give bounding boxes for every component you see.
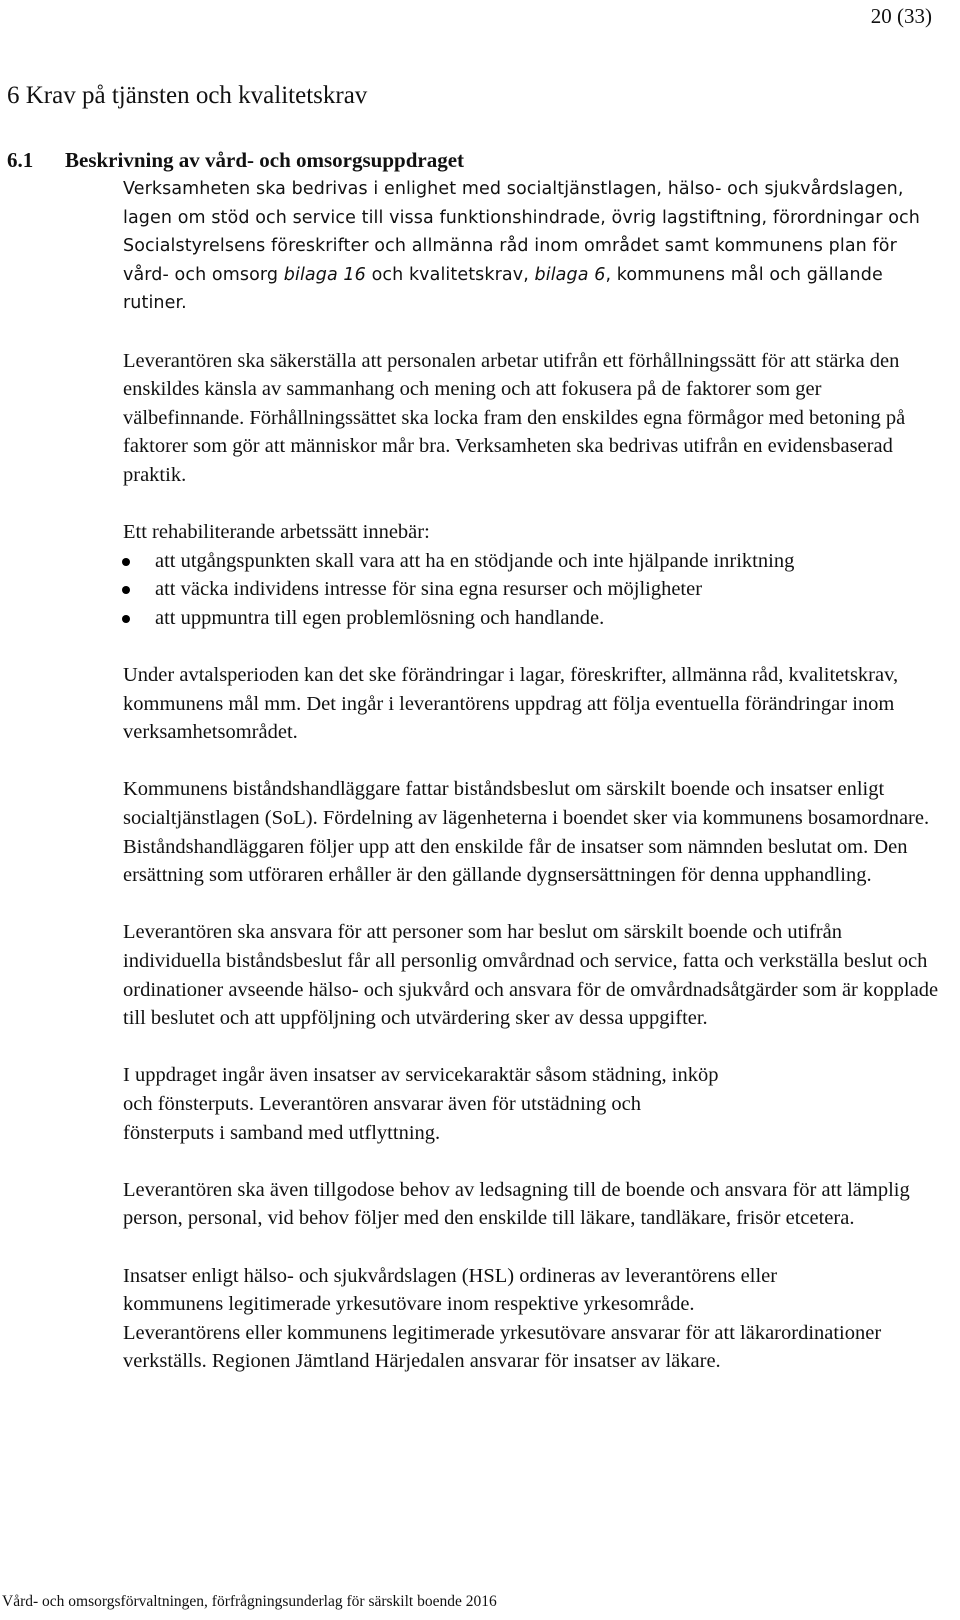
appendix-reference: bilaga 16: [283, 264, 366, 285]
list-intro: Ett rehabiliterande arbetssätt innebär:: [123, 521, 430, 544]
text-line: kommunens legitimerade yrkesutövare inom respektive yrkesområde.: [123, 1293, 695, 1316]
list-item: [123, 575, 943, 604]
bullet-icon: [122, 615, 130, 623]
text-line: Leverantörens eller kommunens legitimerade yrkesutövare ansvarar för att läkarordinationer verkställs. Regionen Jämtland Härjedalen ansvarar för insatser av läkare.: [123, 1321, 882, 1373]
list-item-text: att uppmuntra till egen problemlösning och handlande.: [155, 606, 605, 629]
text-line: och fönsterputs. Leverantören ansvarar även för utstädning och: [123, 1093, 642, 1115]
paragraph-changes: Under avtalsperioden kan det ske förändringar i lagar, föreskrifter, allmänna råd, kvalitetskrav, kommunens mål mm. Det ingår i leverantörens uppdrag att följa eventuella förändringar inom verksamhetsområdet.: [123, 664, 899, 744]
subsection-number: 6.1: [7, 148, 34, 172]
paragraph-hsl: [123, 1262, 943, 1376]
list-item-text: att väcka individens intresse för sina egna resurser och möjligheter: [155, 578, 703, 601]
page-number: 20 (33): [870, 4, 932, 28]
text-line: fönsterputs i samband med utflyttning.: [123, 1121, 441, 1144]
list-item: [123, 547, 943, 576]
appendix-reference: bilaga 6: [534, 264, 606, 285]
subsection-heading: [7, 148, 464, 173]
text-line: Insatser enligt hälso- och sjukvårdslagen (HSL) ordineras av leverantörens eller: [123, 1264, 778, 1287]
paragraph-supplier-responsibility: Leverantören ska ansvara för att personer som har beslut om särskilt boende och utifrån individuella biståndsbeslut får all personlig omvårdnad och service, fatta och verkställa beslut och ordinationer avseende hälso- och sjukvård och ansvara för de omvårdnadsåtgärder som är kopplade till beslutet och att uppföljning och utvärdering sker av dessa uppgifter.: [123, 921, 939, 1030]
paragraph-escort: Leverantören ska även tillgodose behov av ledsagning till de boende och ansvara för att lämplig person, personal, vid behov följer med den enskilde till läkare, tandläkare, frisör etcetera.: [123, 1178, 910, 1230]
text-segment: Verksamheten ska bedrivas i enlighet med socialtjänstlagen, hälso- och sjukvårdslagen, lagen om stöd och service till vissa funktionshindrade, övrig lagstiftning, förordningar och Socialstyrelsens föreskrifter och allmänna råd inom området samt kommunens plan för vård- och omsorg: [123, 179, 920, 285]
page-footer: Vård- och omsorgsförvaltningen, förfrågningsunderlag för särskilt boende 2016: [2, 1593, 497, 1610]
bullet-list: [123, 547, 943, 633]
document-body: [123, 175, 943, 1405]
bullet-icon: [122, 558, 130, 566]
text-segment: , kommunens mål och gällande rutiner.: [123, 264, 883, 314]
paragraph-legal-basis: [123, 175, 943, 318]
subsection-title: Beskrivning av vård- och omsorgsuppdraget: [65, 148, 465, 172]
text-line: I uppdraget ingår även insatser av servicekaraktär såsom städning, inköp: [123, 1064, 719, 1087]
paragraph-service-tasks: [123, 1061, 943, 1147]
list-item-text: att utgångspunkten skall vara att ha en stödjande och inte hjälpande inriktning: [155, 549, 795, 572]
bullet-icon: [122, 586, 130, 594]
text-segment: och kvalitetskrav,: [365, 264, 535, 285]
section-heading: 6 Krav på tjänsten och kvalitetskrav: [7, 82, 368, 109]
paragraph-approach: Leverantören ska säkerställa att personalen arbetar utifrån ett förhållningssätt för att stärka den enskildes känsla av sammanhang och mening och att fokusera på de faktorer som ger välbefinnande. Förhållningssättet ska locka fram den enskildes egna förmågor med betoning på faktorer som gör att människor mår bra. Verksamheten ska bedrivas utifrån en evidensbaserad praktik.: [123, 349, 906, 486]
paragraph-assistance-decisions: Kommunens biståndshandläggare fattar biståndsbeslut om särskilt boende och insatser enligt socialtjänstlagen (SoL). Fördelning av lägenheterna i boendet sker via kommunens bosamordnare. Biståndshandläggaren följer upp att den enskilde får de insatser som nämnden beslutat om. Den ersättning som utföraren erhåller är den gällande dygnsersättningen för denna upphandling.: [123, 778, 930, 887]
list-item: [123, 604, 943, 633]
